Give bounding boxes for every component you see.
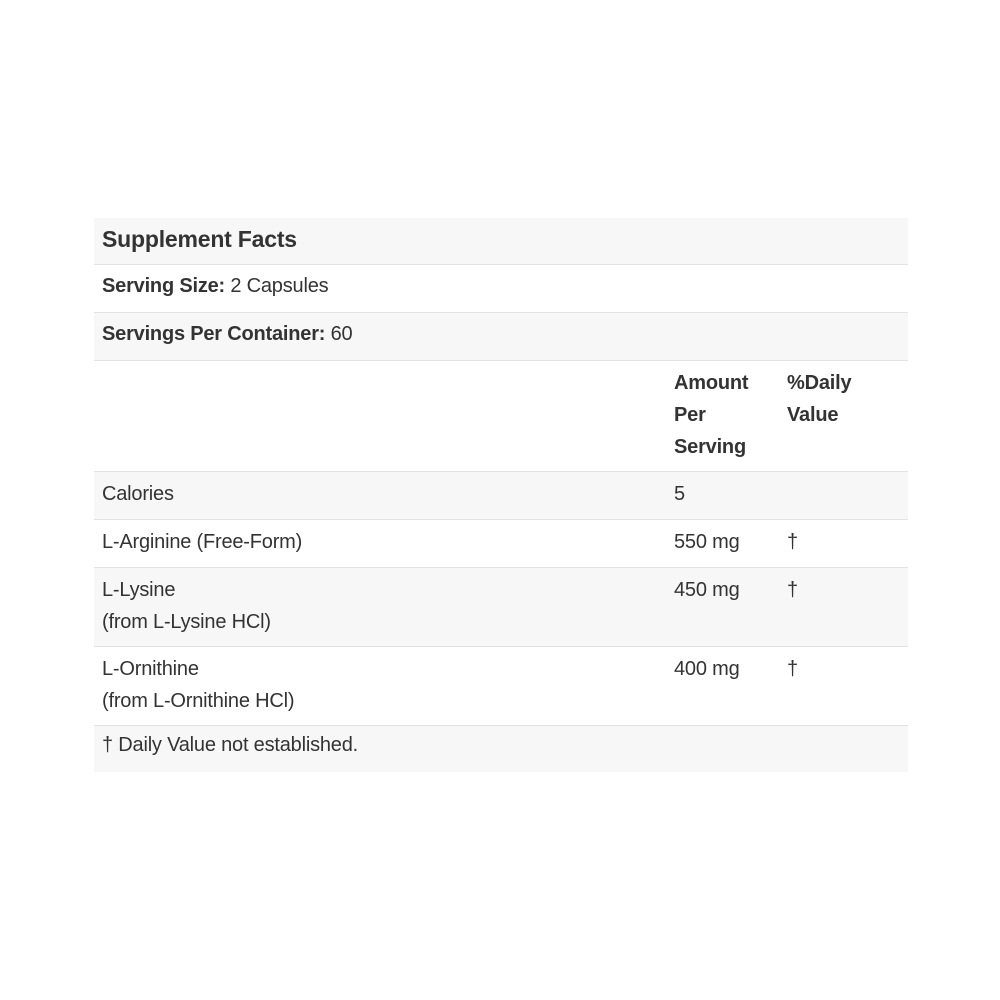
ingredient-daily-value: † xyxy=(787,658,798,680)
header-amount-line: Serving xyxy=(674,436,746,458)
table-row xyxy=(94,472,908,520)
header-dv-line: %Daily xyxy=(787,372,852,394)
ingredient-name-line: L-Lysine xyxy=(102,579,176,601)
ingredient-amount: 400 mg xyxy=(674,658,740,680)
ingredient-amount: 550 mg xyxy=(674,531,740,553)
supplement-facts-table xyxy=(94,218,908,772)
ingredient-name xyxy=(94,647,666,725)
servings-per-container-value: 60 xyxy=(325,323,353,345)
footnote-row xyxy=(94,726,908,772)
column-header-row xyxy=(94,361,908,472)
ingredient-daily-value xyxy=(787,472,908,519)
header-amount-per-serving xyxy=(666,361,787,471)
ingredient-daily-value: † xyxy=(787,579,798,601)
ingredient-name-line: L-Ornithine xyxy=(102,658,199,680)
ingredient-name xyxy=(94,520,666,567)
ingredient-amount: 450 mg xyxy=(674,579,740,601)
title-row xyxy=(94,218,908,265)
table-row xyxy=(94,568,908,647)
ingredient-daily-value: † xyxy=(787,531,798,553)
serving-size-row xyxy=(94,265,908,313)
table-row xyxy=(94,647,908,726)
header-amount-line: Amount xyxy=(674,372,749,394)
ingredient-name-line: Calories xyxy=(102,483,174,505)
ingredient-name xyxy=(94,472,666,519)
ingredient-source-line: (from L-Ornithine HCl) xyxy=(102,690,295,712)
footnote-text: † Daily Value not established. xyxy=(102,734,359,756)
header-amount-line: Per xyxy=(674,404,706,426)
servings-per-container-label: Servings Per Container: xyxy=(102,323,326,345)
serving-size-label: Serving Size: xyxy=(102,275,225,297)
header-daily-value xyxy=(787,361,908,471)
ingredient-name-line: L-Arginine (Free-Form) xyxy=(102,531,303,553)
table-title: Supplement Facts xyxy=(102,226,297,252)
table-row xyxy=(94,520,908,568)
ingredient-amount: 5 xyxy=(674,483,685,505)
servings-per-container-row xyxy=(94,313,908,361)
ingredient-source-line: (from L-Lysine HCl) xyxy=(102,611,271,633)
serving-size-value: 2 Capsules xyxy=(225,275,329,297)
header-dv-line: Value xyxy=(787,404,839,426)
header-name-cell xyxy=(94,361,666,471)
ingredient-name xyxy=(94,568,666,646)
